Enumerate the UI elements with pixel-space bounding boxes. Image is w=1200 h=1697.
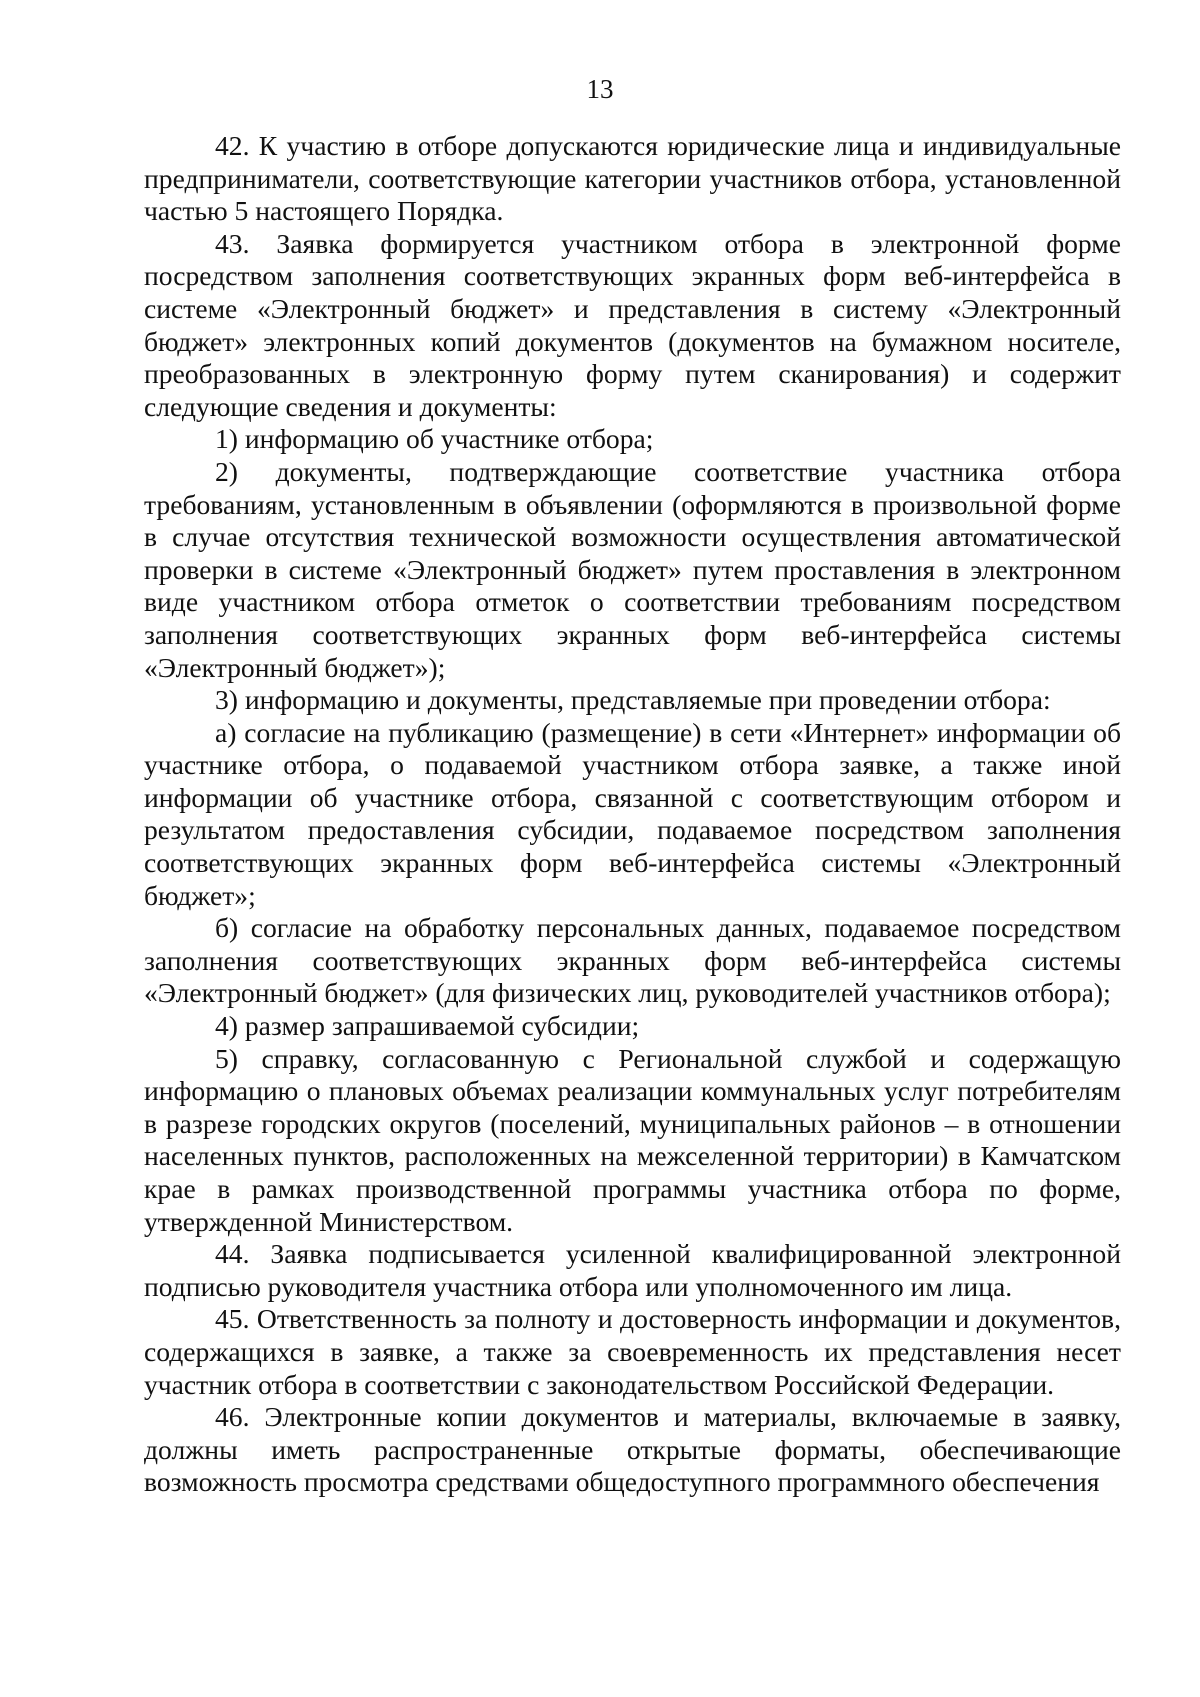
list-item-3: 3) информацию и документы, представляемые при проведении отбора: — [215, 684, 1051, 716]
list-item-2: 2) документы, подтверждающие соответствие участника отбора требованиям, установленным в объявлении (оформляются в произвольной форме в случае отсутствия технической возможности осуществления автоматической проверки в системе «Электронный бюджет» путем проставления в электронном виде участником отбора отметок о соответствии требованиям посредством заполнения соответствующих экранных форм веб-интерфейса системы «Электронный бюджет»); — [144, 455, 1121, 683]
list-item-5: 5) справку, согласованную с Региональной службой и содержащую информацию о плановых объемах реализации коммунальных услуг потребителям в разрезе городских округов (поселений, муниципальных районов – в отношении населенных пунктов, расположенных на межселенной территории) в Камчатском крае в рамках производственной программы участника отбора по форме, утвержденной Министерством. — [144, 1042, 1121, 1237]
paragraph-42: 42. К участию в отборе допускаются юридические лица и индивидуальные предприниматели, соответствующие категории участников отбора, установленной частью 5 настоящего Порядка. — [144, 130, 1121, 227]
paragraph-46: 46. Электронные копии документов и материалы, включаемые в заявку, должны иметь распространенные открытые форматы, обеспечивающие возможность просмотра средствами общедоступного программного обеспечения — [144, 1401, 1121, 1498]
document-body — [144, 130, 1121, 1499]
page-number: 13 — [586, 74, 614, 104]
paragraph-44: 44. Заявка подписывается усиленной квалифицированной электронной подписью руководителя участника отбора или уполномоченного им лица. — [144, 1238, 1121, 1302]
list-item-4: 4) размер запрашиваемой субсидии; — [215, 1010, 640, 1042]
paragraph-43: 43. Заявка формируется участником отбора в электронной форме посредством заполнения соответствующих экранных форм веб-интерфейса в системе «Электронный бюджет» и представления в систему «Электронный бюджет» электронных копий документов (документов на бумажном носителе, преобразованных в электронную форму путем сканирования) и содержит следующие сведения и документы: — [144, 227, 1121, 422]
paragraph-45: 45. Ответственность за полноту и достоверность информации и документов, содержащихся в заявке, а также за своевременность их представления несет участник отбора в соответствии с законодательством Российской Федерации. — [144, 1303, 1121, 1400]
list-item-1: 1) информацию об участнике отбора; — [215, 423, 654, 455]
sub-item-b: б) согласие на обработку персональных данных, подаваемое посредством заполнения соответствующих экранных форм веб-интерфейса системы «Электронный бюджет» (для физических лиц, руководителей участников отбора); — [144, 912, 1121, 1009]
sub-item-a: а) согласие на публикацию (размещение) в сети «Интернет» информации об участнике отбора, о подаваемой участником отбора заявке, а также иной информации об участнике отбора, связанной с соответствующим отбором и результатом предоставления субсидии, подаваемое посредством заполнения соответствующих экранных форм веб-интерфейса системы «Электронный бюджет»; — [144, 716, 1121, 911]
